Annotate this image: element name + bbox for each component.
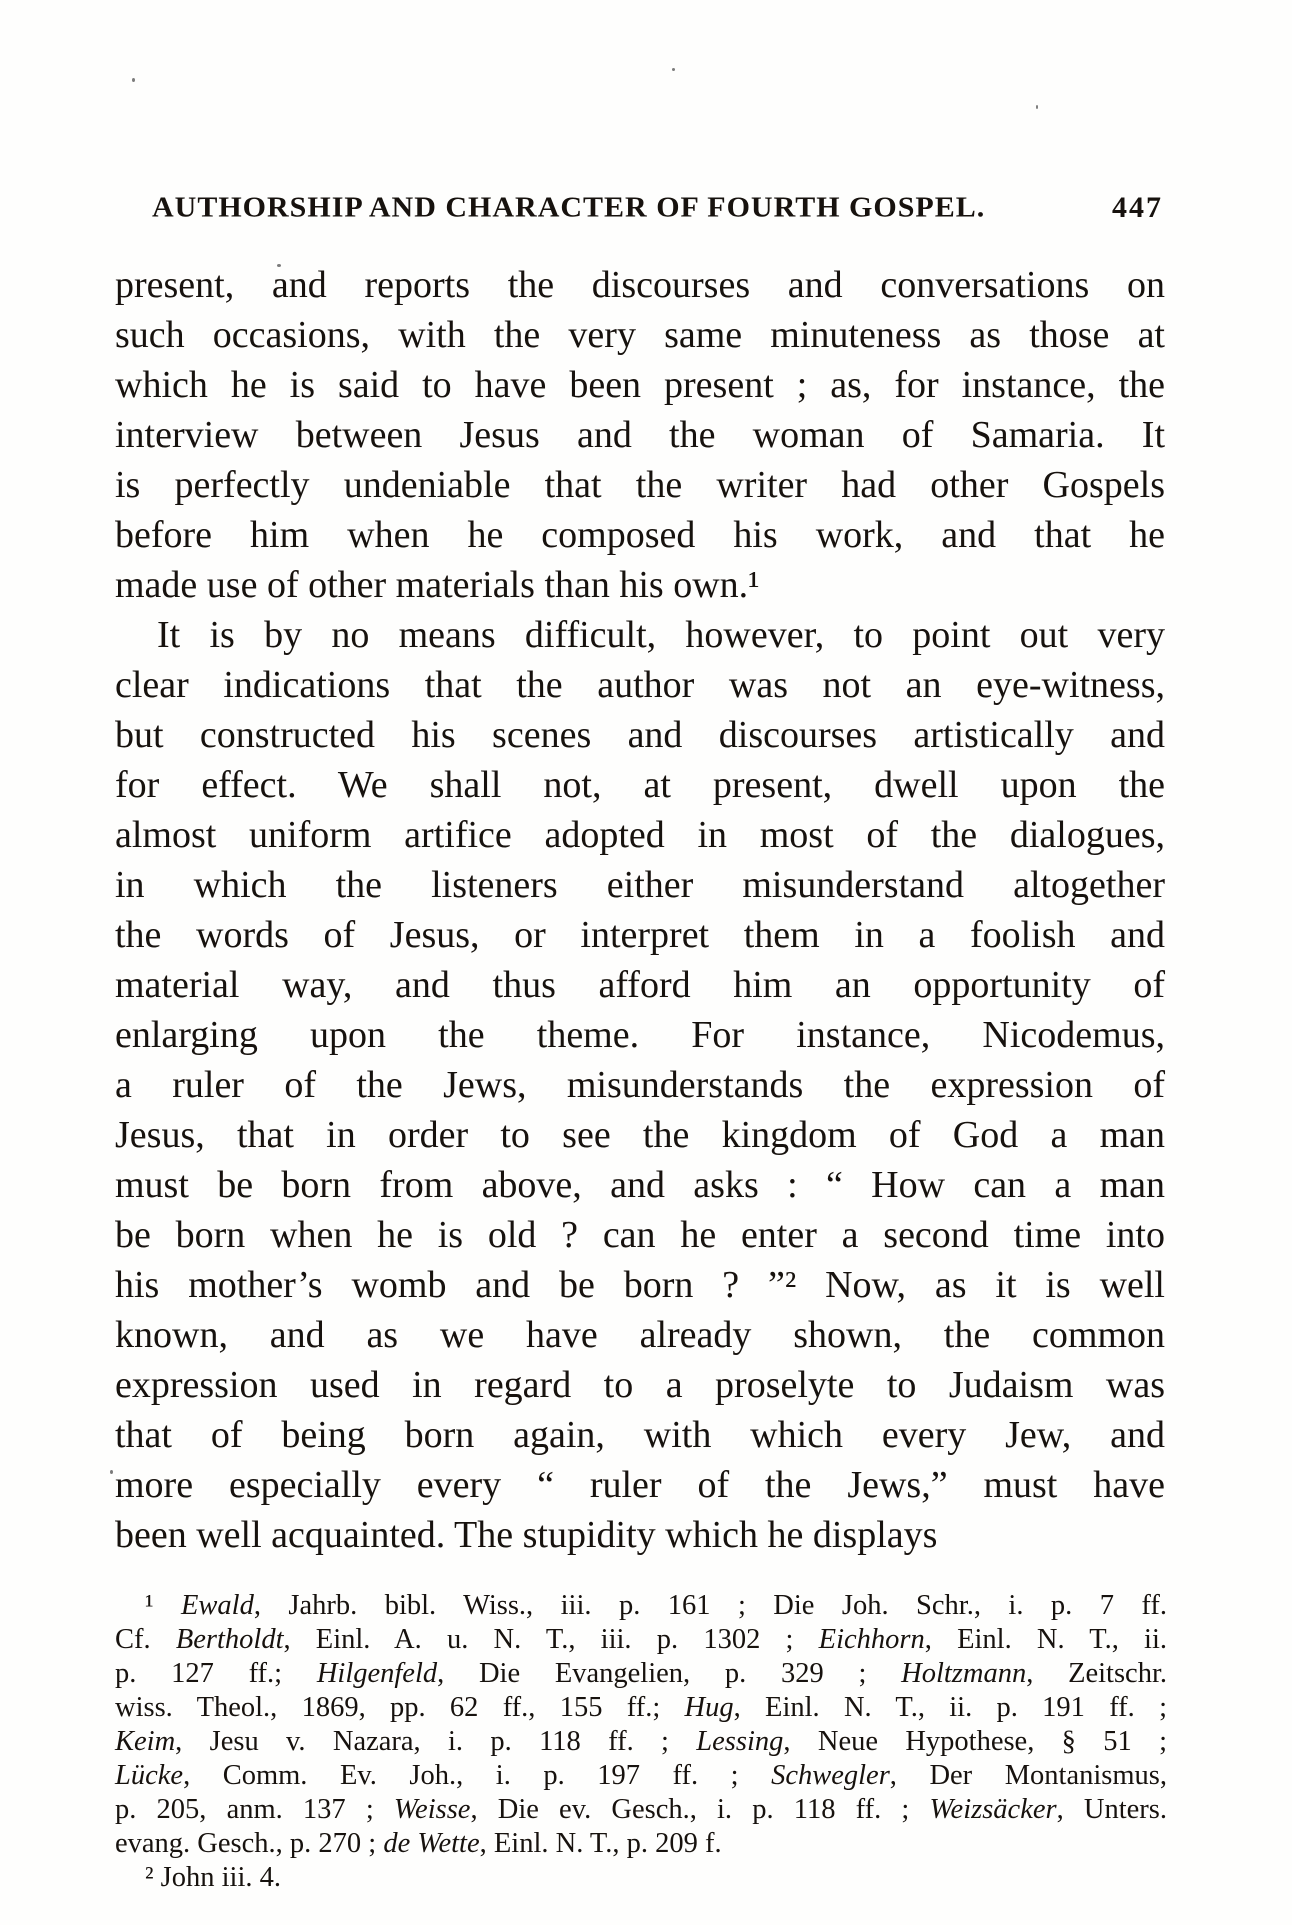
footnote-author-name: Hilgenfeld <box>316 1658 438 1689</box>
scan-speck <box>110 1470 113 1474</box>
footnote-author-name: Hug <box>684 1692 734 1723</box>
footnote-text: , Neue Hypothese, § 51 ; <box>783 1726 1167 1757</box>
footnote-author-name: Lücke <box>115 1760 184 1791</box>
text-line: such occasions, with the very same minuteness as those at <box>115 314 1165 356</box>
text-line: but constructed his scenes and discourses artistically and <box>115 714 1165 756</box>
footnote-author-name: Schwegler <box>771 1760 890 1791</box>
footnote-author-name: Lessing <box>696 1726 784 1757</box>
text-line: is perfectly undeniable that the writer had other Gospels <box>115 464 1165 506</box>
footnote-text: evang. Gesch., p. 270 ; <box>115 1828 384 1859</box>
footnote-line <box>115 1691 1167 1725</box>
footnotes <box>115 1589 1167 1895</box>
footnote-text: wiss. Theol., 1869, pp. 62 ff., 155 ff.; <box>115 1692 685 1723</box>
header-title: AUTHORSHIP AND CHARACTER OF FOURTH GOSPEL. <box>152 191 986 224</box>
text-line: It is by no means difficult, however, to point out very <box>157 614 1165 656</box>
text-line: for effect. We shall not, at present, dwell upon the <box>115 764 1165 806</box>
footnote-author-name: de Wette <box>383 1828 480 1859</box>
footnote-text: ¹ <box>145 1590 181 1621</box>
text-line: his mother’s womb and be born ? ”² Now, as it is well <box>115 1264 1165 1306</box>
text-line: expression used in regard to a proselyte to Judaism was <box>115 1364 1165 1406</box>
text-line: that of being born again, with which every Jew, and <box>115 1414 1165 1456</box>
scan-speck <box>1036 105 1038 109</box>
text-line: more especially every “ ruler of the Jews,” must have <box>115 1464 1165 1506</box>
running-header <box>115 191 1165 227</box>
text-line: material way, and thus afford him an opportunity of <box>115 964 1165 1006</box>
footnote-text: , Comm. Ev. Joh., i. p. 197 ff. ; <box>183 1760 772 1791</box>
footnote-text: , Jahrb. bibl. Wiss., iii. p. 161 ; Die Joh. Schr., i. p. 7 ff. <box>253 1590 1167 1621</box>
body-text <box>115 260 1165 1560</box>
footnote-line <box>115 1725 1167 1759</box>
footnote-line <box>115 1657 1167 1691</box>
footnote-text: , Die Evangelien, p. 329 ; <box>437 1658 902 1689</box>
text-line: present, and reports the discourses and conversations on <box>115 264 1165 306</box>
text-line: before him when he composed his work, and that he <box>115 514 1165 556</box>
footnote-line <box>115 1861 1167 1895</box>
footnote-text: , Einl. N. T., p. 209 f. <box>479 1828 722 1859</box>
text-line: clear indications that the author was not an eye-witness, <box>115 664 1165 706</box>
text-line: must be born from above, and asks : “ How can a man <box>115 1164 1165 1206</box>
text-line: be born when he is old ? can he enter a second time into <box>115 1214 1165 1256</box>
footnote-line <box>115 1589 1167 1623</box>
footnote-author-name: Holtzmann <box>901 1658 1027 1689</box>
footnote-author-name: Ewald <box>180 1590 254 1621</box>
footnote-text: , Einl. A. u. N. T., iii. p. 1302 ; <box>283 1624 819 1655</box>
text-line: in which the listeners either misunderstand altogether <box>115 864 1165 906</box>
text-line: known, and as we have already shown, the common <box>115 1314 1165 1356</box>
footnote-author-name: Weisse <box>393 1794 471 1825</box>
footnote-text: , Einl. N. T., ii. <box>924 1624 1167 1655</box>
footnote-text: p. 205, anm. 137 ; <box>115 1794 394 1825</box>
footnote-text: , Jesu v. Nazara, i. p. 118 ff. ; <box>175 1726 697 1757</box>
text-line: enlarging upon the theme. For instance, Nicodemus, <box>115 1014 1165 1056</box>
footnote-author-name: Eichhorn <box>818 1624 925 1655</box>
footnote-text: , Die ev. Gesch., i. p. 118 ff. ; <box>470 1794 930 1825</box>
footnote-line <box>115 1827 1167 1861</box>
text-line: which he is said to have been present ; as, for instance, the <box>115 364 1165 406</box>
footnote-line <box>115 1759 1167 1793</box>
page-number: 447 <box>1112 191 1163 224</box>
footnote-line <box>115 1793 1167 1827</box>
scan-speck <box>132 78 135 82</box>
text-line: Jesus, that in order to see the kingdom of God a man <box>115 1114 1165 1156</box>
scan-speck <box>672 68 675 71</box>
text-line: a ruler of the Jews, misunderstands the expression of <box>115 1064 1165 1106</box>
footnote-text: Cf. <box>115 1624 176 1655</box>
text-line: the words of Jesus, or interpret them in a foolish and <box>115 914 1165 956</box>
footnote-text: p. 127 ff.; <box>115 1658 317 1689</box>
text-line: been well acquainted. The stupidity which he displays <box>115 1514 938 1556</box>
text-line: almost uniform artifice adopted in most of the dialogues, <box>115 814 1165 856</box>
footnote-author-name: Keim <box>115 1726 176 1757</box>
footnote-text: , Zeitschr. <box>1026 1658 1167 1689</box>
footnote-text: , Einl. N. T., ii. p. 191 ff. ; <box>733 1692 1168 1723</box>
footnote-author-name: Weizsäcker <box>929 1794 1057 1825</box>
text-line: made use of other materials than his own.¹ <box>115 564 760 606</box>
footnote-author-name: Bertholdt <box>175 1624 284 1655</box>
footnote-text: , Unters. <box>1056 1794 1168 1825</box>
footnote-text: ² John iii. 4. <box>145 1862 282 1893</box>
footnote-text: , Der Montanismus, <box>889 1760 1167 1791</box>
footnote-line <box>115 1623 1167 1657</box>
text-line: interview between Jesus and the woman of Samaria. It <box>115 414 1165 456</box>
